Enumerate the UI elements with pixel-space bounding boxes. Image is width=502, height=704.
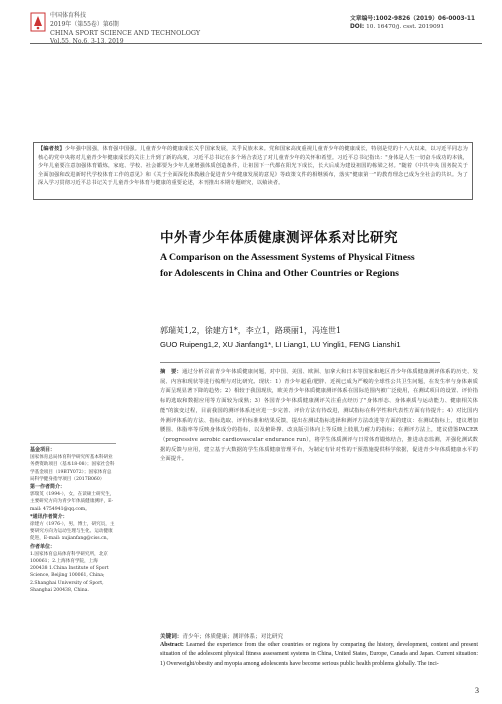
corresponding-author-text: 徐建方（1976-），男，博士，研究员，主要研究方向为运动生理与生化、运动健康促进，E-mail: xujianfang@ciss.cn。 (30, 522, 115, 542)
sidebar-notes (30, 446, 116, 594)
editor-note-text: 少年强中国强，体育强中国强。儿童青少年的健康成长关乎国家发展，关乎民族未来。党和国家高度重视儿童青少年的健康成长，特别是党的十八大以来，以习近平同志为核心的党中央将对儿童青少年健康成长的关注上升到了新的高度，习近平总书记在多个场合表达了对儿童青少年的关怀和希望。习近平总书记指出："身体是人生一切奋斗成功的本钱，少年儿童要注意加强体育锻炼，家庭、学校、社会都要为少年儿童增强体质创造条件，让祖国下一代都在阳光下成长，长大后成为建设祖国的栋梁之材。"随着《中共中央 国务院关于全面加强和改进新时代学校体育工作的意见》和《关于全面深化体教融合促进青少年健康发展的意见》等政策文件的相继颁布，落实"健康第一"的教育理念已成为全社会的共识。为了深入学习贯彻习近平总书记关于儿童青少年体育与健康的重要论述，本刊推出本期专题研究，以飨读者。 (38, 146, 468, 186)
abstract-text: 通过分析召前青少年体质健康问题，对中国、美国、欧洲、加拿大和日本等国家和地区青少年体质健康测评体系的历史、发展、内容和现状等进行梳理与对比研究。现状：1）青少年超重/肥胖、近视已成为严峻的全球性公共卫生问题，在发生率与身体素质方面呈现显著下降的趋势；2）相较于我国现状，欧美青少年体质健康测评体系在国际范围内被广泛使用，在测试项目的设置、评价指标的选取和数据应用等方面较为成熟；3）各国青少年体质健康测评关注重点经历了"身体形态、身体素质与运动能力、健康相关体能"的演变过程，目前我国的测评体系还应进一步完善、评价方法有待改进，测试指标在科学性和代表性方面有待提升；4）对比国内外测评体系的方法、指标选取、评价标准和结果反馈，提出在测试指标选择和测评方法改进等方面的建议：在测试指标上，建议增加腰围、体脂率等反映身体成分的指标，以及俯卧撑、改良版引体向上等反映上肢肌力耐力的指标；在测评方法上，建议借鉴PACER（progressive aerobic cardiovascular endurance run），将学生体质测评与日常体育锻炼结合，推进动态监测，并强化测试数据的反馈与应用，建立基于大数据的学生体质健康管理平台，为制定有针对性的干预措施提供科学依据，促进青少年体质健康水平的全面提升。 (160, 369, 478, 463)
journal-name-cn: 中国体育科技 (50, 12, 87, 19)
keywords (160, 632, 478, 640)
journal-header (50, 12, 200, 46)
journal-volume-cn: 2019年（第55卷）第6期 (50, 20, 119, 28)
abstract-en (160, 641, 478, 669)
abstract-en-text: Learned the experience from the other countries or regions by comparing the history, development, content and present situation of the adolescent physical fitness assessment systems in China, United States, Europe, Canada and Japan. Current situation: 1) Overweight/obesity and myopia among adolescents have become serious public health problems globally. The inci- (160, 642, 478, 667)
doi-value: 10. 16470/j. csst. 2019091 (366, 24, 445, 31)
editor-note-box (33, 142, 473, 200)
authors-en: GUO Ruipeng1,2, XU Jianfang1*, LI Liang1, LU Yingli1, FENG Lianshi1 (160, 340, 401, 349)
authors-cn: 郭瑞芄1,2，徐建方1*，李立1，路瑛丽1，冯连世1 (160, 326, 342, 335)
title-cn: 中外青少年体质健康测评体系对比研究 (160, 230, 398, 246)
keywords-text: 青少年；体质健康；测评体系；对比研究 (182, 634, 284, 640)
corresponding-author-label: *通讯作者简介： (30, 513, 68, 520)
abstract-label: 摘 要： (160, 369, 182, 375)
editor-note-tag: 【编者按】 (38, 146, 65, 152)
title-en: A Comparison on the Assessment Systems of Physical Fitness for Adolescents in China and Other Countries or Regions (160, 252, 415, 279)
journal-logo-icon (30, 12, 46, 32)
fund-text: 国家体育总局体育科学研究所基本科研业务费资助项目（基本18-08）；国家社会科学基金项目（19BTY072）；国家体育总局科学健身指导项目（2017B060） (30, 455, 115, 482)
journal-volume-en: Vol.55, No.6, 3-13, 2019 (50, 37, 124, 45)
abstract-en-label: Abstract: (160, 642, 184, 648)
title-divider (160, 362, 440, 363)
affiliation-label: 作者单位： (30, 543, 56, 550)
page-number: 3 (475, 686, 479, 695)
affiliation-text: 1.国家体育总局体育科学研究所，北京 100061；2.上海体育学院，上海 200438 1.China Institute of Sport Science, Beijing 100061, China; 2.Shanghai University of Sport, Shanghai 200438, China. (30, 551, 109, 593)
article-number: 文章编号:1002-9826（2019）06-0003-11 (350, 16, 475, 22)
fund-label: 基金项目： (30, 447, 56, 453)
journal-name-en: CHINA SPORT SCIENCE AND TECHNOLOGY (50, 29, 201, 38)
header-divider (30, 43, 482, 44)
first-author-label: 第一作者简介： (30, 484, 66, 491)
sidebar-divider (30, 443, 116, 444)
first-author-text: 郭瑞芄（1994-），女，在读硕士研究生，主要研究方向为青少年体质健康测评，E-mail: 4754941@qq.com。 (30, 492, 115, 512)
doi-label: DOI: (350, 24, 365, 31)
keywords-label: 关键词： (160, 634, 183, 640)
abstract-cn (160, 368, 478, 465)
article-meta (350, 15, 482, 32)
